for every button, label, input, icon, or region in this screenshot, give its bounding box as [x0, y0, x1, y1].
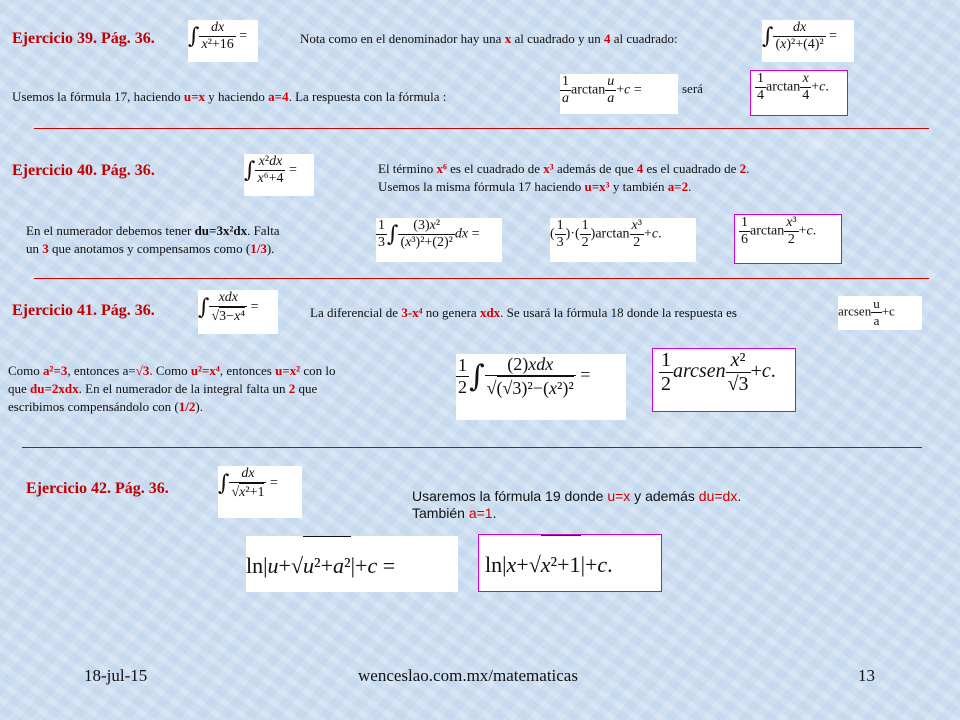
ex39-formula-text: Usemos la fórmula 17, haciendo u=x y haciendo a=4. La respuesta con la fórmula : [12, 89, 447, 104]
ex41-explanation: Como a²=3, entonces a=√3. Como u²=x⁴, entonces u=x² con lo que du=2xdx. En el numerador de la integral falta un 2 que escribimos compensándolo con (1/2). [8, 363, 336, 414]
ex41-answer-box: $\frac{1}{2}$ arcsen $\frac{\text{x²}}{√3}$ +c. [652, 348, 796, 412]
ex39-answer-box: $\frac{1}{4}$ arctan $\frac{x}{4}$ +c. [750, 70, 848, 116]
ex41-integral: ∫ $\frac{\text{xdx}}{\text{√3−x⁴}}$ = [198, 290, 278, 334]
ex40-compensated-integral: $\frac{1}{3}$ ∫ $\frac{\text{(3)x²}}{\text{(x³)²+(2)²}}$ dx = [376, 218, 502, 262]
ex40-numerator-text: En el numerador debemos tener du=3x²dx. Falta un 3 que anotamos y compensamos como (1/3). [26, 223, 280, 256]
footer-page-number: 13 [858, 666, 875, 685]
ex40-answer-box: $\frac{1}{6}$ arctan $\frac{\text{x³}}{2}$ +c. [734, 214, 842, 264]
ex42-title: Ejercicio 42. Pág. 36. [26, 480, 169, 497]
ex39-sera: será [682, 81, 703, 96]
ex42-explanation: Usaremos la fórmula 19 donde u=x y además du=dx. También a=1. [412, 488, 742, 521]
ex41-compensated-integral: $\frac{1}{2}$ ∫ $\frac{\text{(2)xdx}}{\text{√(√3)²−(x²)²}}$ = [456, 354, 626, 420]
footer-site: wenceslao.com.mx/matematicas [358, 666, 578, 685]
ex39-integral-rewritten: ∫ $\frac{dx}{\text{(x)²+(4)²}}$ = [762, 20, 854, 62]
divider-3 [22, 447, 922, 448]
divider-2 [34, 278, 929, 279]
ex39-integral: ∫ $\frac{dx}{\text{x²+16}}$ = [188, 20, 258, 62]
ex40-explanation: El término x⁶ es el cuadrado de x³ además de que 4 es el cuadrado de 2. Usemos la misma fórmula 17 haciendo u=x³ y también a=2. [378, 161, 750, 194]
ex42-integral: ∫ $\frac{dx}{\text{√x²+1}}$ = [218, 466, 302, 518]
ex41-formula-18: arcsen $\frac{u}{a}$ +c [838, 296, 922, 330]
ex40-title: Ejercicio 40. Pág. 36. [12, 162, 155, 179]
ex42-formula-19: ln|u+√u²+a²|+c = [246, 536, 458, 592]
ex41-differential-text: La diferencial de 3-x⁴ no genera xdx. Se usará la fórmula 18 donde la respuesta es [310, 305, 737, 320]
ex42-answer-box: ln|x+√x²+1|+c. [478, 534, 662, 592]
divider-1 [34, 128, 929, 129]
ex40-intermediate: ( $\frac{1}{3}$ )·( $\frac{1}{2}$ )arctan $\frac{\text{x³}}{2}$ +c. [550, 218, 696, 262]
ex39-title: Ejercicio 39. Pág. 36. [12, 30, 155, 47]
footer-date: 18-jul-15 [84, 666, 148, 685]
ex41-title: Ejercicio 41. Pág. 36. [12, 302, 155, 319]
ex40-integral: ∫ $\frac{\text{x²dx}}{\text{x⁶+4}}$ = [244, 154, 314, 196]
ex39-note: Nota como en el denominador hay una x al cuadrado y un 4 al cuadrado: [300, 31, 678, 46]
ex39-formula-17: $\frac{1}{a}$ arctan $\frac{u}{a}$ +c = [560, 74, 678, 114]
